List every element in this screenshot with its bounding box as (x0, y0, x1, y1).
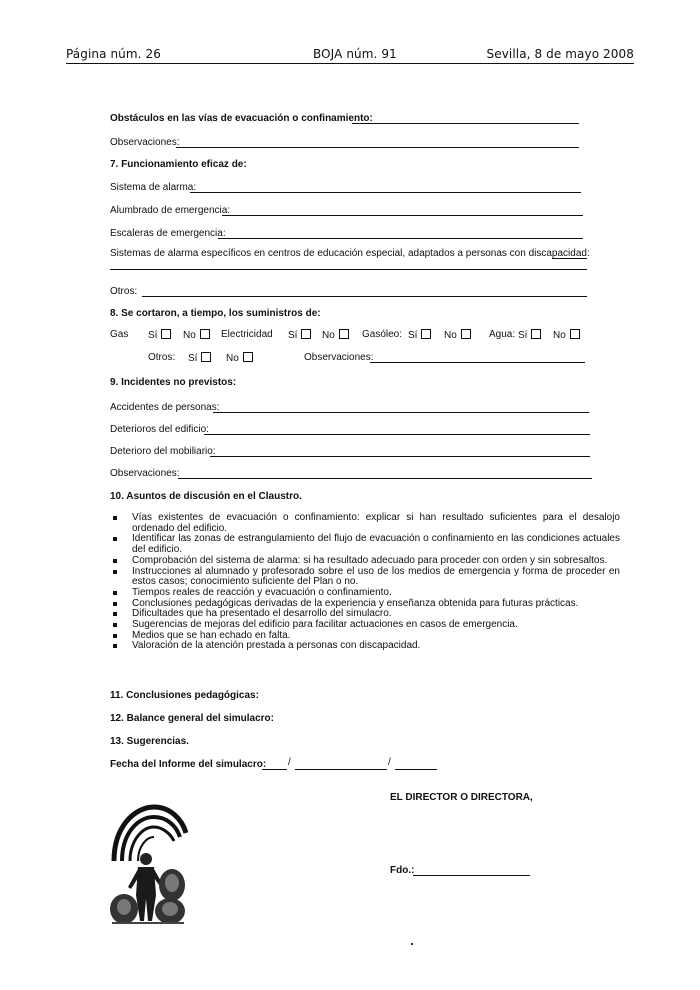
place-date: Sevilla, 8 de mayo 2008 (486, 47, 634, 61)
accidentes-label: Accidentes de personas: (110, 402, 220, 413)
otros-suministros-label: Otros: (148, 352, 176, 363)
list-item: Dificultades que ha presentado el desarrollo del simulacro. (110, 609, 620, 620)
otros-field[interactable] (142, 296, 587, 297)
otros-no-option[interactable] (226, 352, 253, 365)
sistema-alarma-label: Sistema de alarma: (110, 182, 197, 193)
agua-si-option[interactable] (518, 329, 541, 342)
alumbrado-label: Alumbrado de emergencia: (110, 205, 231, 216)
sistemas-especificos-field-2[interactable] (110, 269, 587, 270)
agua-si-checkbox[interactable] (531, 329, 541, 339)
section-9-title: 9. Incidentes no previstos: (110, 377, 237, 388)
bullet-icon (113, 623, 117, 627)
emblem-logo (108, 803, 188, 927)
page-number: Página núm. 26 (66, 47, 161, 61)
gasoleo-si-checkbox[interactable] (421, 329, 431, 339)
electricidad-label: Electricidad (221, 329, 273, 340)
date-separator: / (288, 757, 291, 768)
list-item: Tiempos reales de reacción y evacuación o confinamiento. (110, 588, 620, 599)
header-rule (66, 63, 634, 64)
section-13-title: 13. Sugerencias. (110, 736, 189, 747)
journal-number: BOJA núm. 91 (313, 47, 397, 61)
alumbrado-field[interactable] (222, 215, 583, 216)
si-label: Sí (408, 330, 418, 341)
otros-label: Otros: (110, 286, 138, 297)
observaciones-label-2: Observaciones: (110, 468, 180, 479)
agua-no-option[interactable] (553, 329, 580, 342)
no-label: No (183, 330, 196, 341)
gas-si-checkbox[interactable] (161, 329, 171, 339)
fecha-label: Fecha del Informe del simulacro: (110, 759, 267, 770)
list-item: Identificar las zonas de estrangulamiento del flujo de evacuación o confinamiento en las condiciones actuales del edificio. (110, 534, 620, 555)
sistemas-especificos-label: Sistemas de alarma específicos en centros de educación especial, adaptados a personas con discapacidad: (110, 248, 590, 259)
otros-si-checkbox[interactable] (201, 352, 211, 362)
electricidad-si-option[interactable] (288, 329, 311, 342)
list-item: Vías existentes de evacuación o confinamiento: explicar si han resultado suficientes para el desalojo ordenado del edificio. (110, 513, 620, 534)
bullet-icon (113, 537, 117, 541)
observaciones-field-1[interactable] (176, 147, 579, 148)
obstaculos-field[interactable] (352, 123, 579, 124)
no-label: No (444, 330, 457, 341)
deterioro-mobiliario-label: Deterioro del mobiliario: (110, 446, 216, 457)
bullet-icon (113, 516, 117, 520)
gasoleo-no-option[interactable] (444, 329, 471, 342)
gasoleo-si-option[interactable] (408, 329, 431, 342)
agua-no-checkbox[interactable] (570, 329, 580, 339)
list-item: Valoración de la atención prestada a personas con discapacidad. (110, 641, 620, 652)
list-item: Medios que se han echado en falta. (110, 631, 620, 642)
observaciones-suministros-field[interactable] (370, 362, 585, 363)
no-label: No (553, 330, 566, 341)
no-label: No (226, 353, 239, 364)
gasoleo-label: Gasóleo: (362, 329, 403, 340)
bullet-icon (113, 612, 117, 616)
fecha-month-field[interactable] (295, 769, 387, 770)
otros-si-option[interactable] (188, 352, 211, 365)
bullet-icon (113, 559, 117, 563)
no-label: No (322, 330, 335, 341)
si-label: Sí (148, 330, 158, 341)
list-item: Comprobación del sistema de alarma: si ha resultado adecuado para proceder con orden y sin sobresaltos. (110, 556, 620, 567)
observaciones-field-2[interactable] (178, 478, 592, 479)
deterioros-edificio-label: Deterioros del edificio: (110, 424, 209, 435)
bullet-icon (113, 602, 117, 606)
si-label: Sí (188, 353, 198, 364)
fdo-label: Fdo.: (390, 865, 415, 876)
list-item: Conclusiones pedagógicas derivadas de la experiencia y enseñanza obtenida para futuras prácticas. (110, 599, 620, 610)
section-11-title: 11. Conclusiones pedagógicas: (110, 690, 259, 701)
bullet-icon (113, 591, 117, 595)
electricidad-no-checkbox[interactable] (339, 329, 349, 339)
date-separator: / (388, 757, 391, 768)
gas-si-option[interactable] (148, 329, 171, 342)
gas-no-checkbox[interactable] (200, 329, 210, 339)
bullet-icon (113, 570, 117, 574)
gas-no-option[interactable] (183, 329, 210, 342)
escaleras-field[interactable] (218, 238, 583, 239)
agua-label: Agua: (489, 329, 516, 340)
section-8-title: 8. Se cortaron, a tiempo, los suministros de: (110, 308, 321, 319)
section-10-title: 10. Asuntos de discusión en el Claustro. (110, 491, 302, 502)
list-item: Sugerencias de mejoras del edificio para facilitar actuaciones en casos de emergencia. (110, 620, 620, 631)
section-7-title: 7. Funcionamiento eficaz de: (110, 159, 247, 170)
sistema-alarma-field[interactable] (190, 192, 581, 193)
signature-field[interactable] (413, 875, 530, 876)
director-label: EL DIRECTOR O DIRECTORA, (390, 792, 533, 803)
otros-no-checkbox[interactable] (243, 352, 253, 362)
speck (411, 943, 413, 945)
section-12-title: 12. Balance general del simulacro: (110, 713, 274, 724)
fecha-day-field[interactable] (262, 769, 287, 770)
observaciones-suministros-label: Observaciones: (304, 352, 374, 363)
list-item: Instrucciones al alumnado y profesorado sobre el uso de los medios de emergencia y forma de proceder en estos casos; conocimiento suficiente del Plan o no. (110, 567, 620, 588)
discussion-list (110, 513, 620, 652)
bullet-icon (113, 644, 117, 648)
deterioro-mobiliario-field[interactable] (210, 456, 590, 457)
si-label: Sí (288, 330, 298, 341)
gasoleo-no-checkbox[interactable] (461, 329, 471, 339)
bullet-icon (113, 634, 117, 638)
observaciones-label-1: Observaciones: (110, 137, 180, 148)
accidentes-field[interactable] (213, 412, 589, 413)
escaleras-label: Escaleras de emergencia: (110, 228, 226, 239)
electricidad-si-checkbox[interactable] (301, 329, 311, 339)
fecha-year-field[interactable] (395, 769, 437, 770)
si-label: Sí (518, 330, 528, 341)
deterioros-edificio-field[interactable] (204, 434, 590, 435)
gas-label: Gas (110, 329, 129, 340)
obstaculos-label: Obstáculos en las vías de evacuación o confinamiento: (110, 113, 373, 124)
sistemas-especificos-field[interactable] (552, 258, 587, 259)
electricidad-no-option[interactable] (322, 329, 349, 342)
